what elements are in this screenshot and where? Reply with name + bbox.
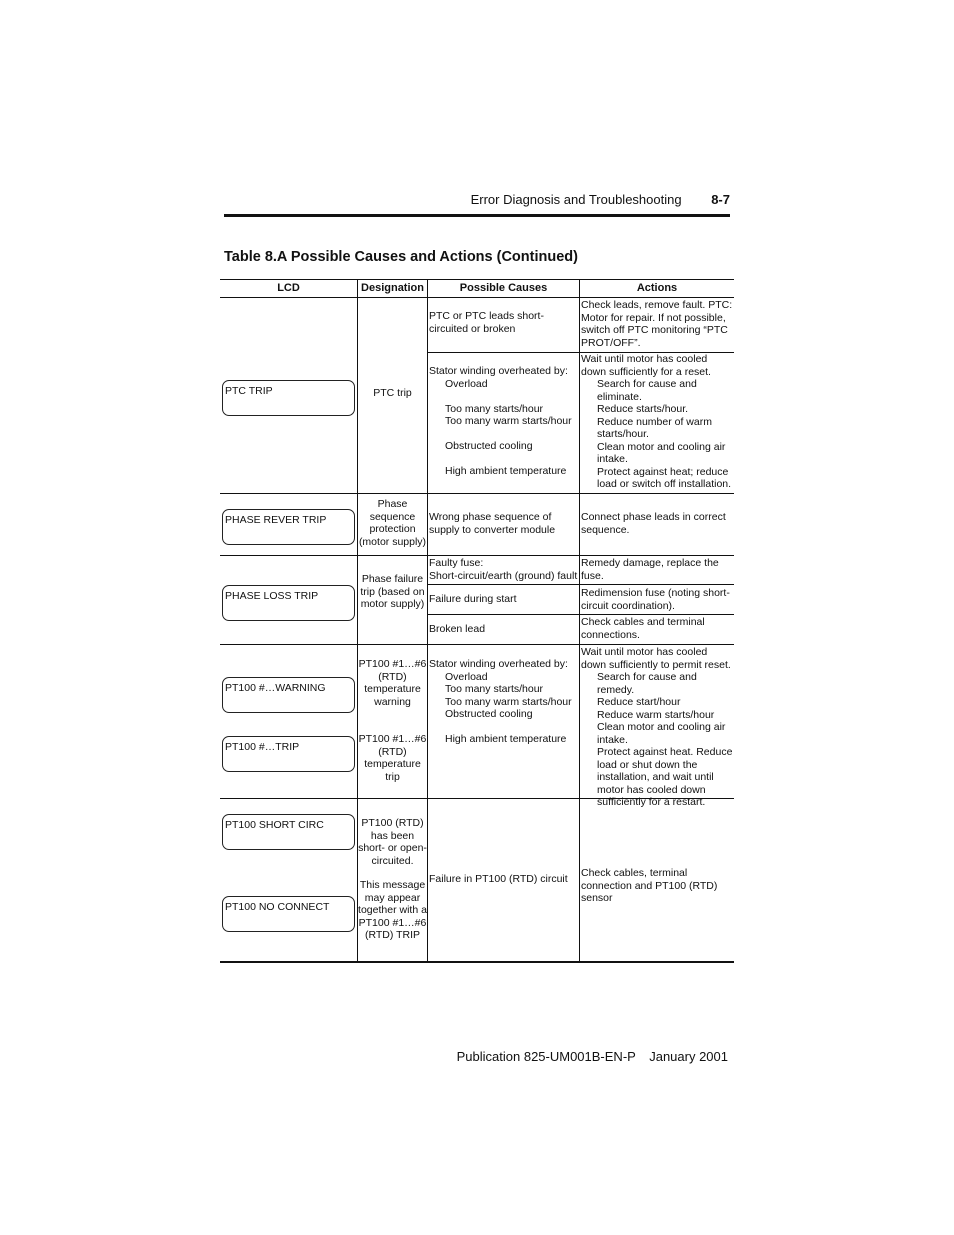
- cause-intro: Stator winding overheated by:: [429, 658, 568, 670]
- causes-actions-table: [220, 279, 734, 963]
- lcd-display-phase-loss-trip: PHASE LOSS TRIP: [222, 585, 355, 621]
- designation-phase-sequence: Phase sequence protection (motor supply): [358, 498, 427, 548]
- cause-stator-overheated-rtd: [429, 658, 578, 746]
- cause-line: Faulty fuse:: [429, 557, 484, 569]
- cause-wrong-phase-sequence: Wrong phase sequence of supply to converter module: [429, 511, 556, 536]
- lcd-display-pt100-warning: PT100 #…WARNING: [222, 677, 355, 713]
- cause-item: Overload: [445, 377, 488, 390]
- cause-faulty-fuse: [429, 557, 578, 582]
- header-rule: [224, 214, 730, 217]
- action-intro: Wait until motor has cooled down sufficiently for a reset.: [581, 353, 711, 378]
- action-check-pt100-sensor: Check cables, terminal connection and PT100 (RTD) sensor: [581, 867, 718, 904]
- table-title: Table 8.A Possible Causes and Actions (Continued): [224, 249, 578, 265]
- cause-item: Too many starts/hour: [445, 402, 544, 415]
- designation-pt100-note: This message may appear together with a PT100 #1…#6 (RTD) TRIP: [358, 879, 427, 941]
- action-item: Reduce warm starts/hour: [597, 708, 715, 721]
- table-top-rule: [220, 279, 734, 280]
- header-section-title: Error Diagnosis and Troubleshooting: [470, 192, 682, 207]
- action-intro: Wait until motor has cooled down sufficiently to permit reset.: [581, 646, 731, 671]
- action-check-cables: Check cables and terminal connections.: [581, 616, 705, 641]
- column-header-designation: Designation: [361, 282, 424, 294]
- column-header-actions: Actions: [636, 282, 678, 294]
- column-header-lcd: LCD: [277, 282, 300, 294]
- designation-phase-failure: Phase failure trip (based on motor supply): [360, 573, 425, 610]
- page-number: 8-7: [711, 192, 730, 207]
- page-footer: [457, 1049, 728, 1064]
- row-divider: [220, 644, 734, 645]
- designation-pt100-trip: PT100 #1…#6 (RTD) temperature trip: [358, 733, 427, 783]
- cause-item: High ambient temperature: [445, 733, 567, 745]
- cause-ptc-leads: PTC or PTC leads short-circuited or broken: [429, 310, 544, 335]
- designation-pt100-warning: PT100 #1…#6 (RTD) temperature warning: [358, 658, 427, 708]
- row-divider: [220, 493, 734, 494]
- action-item: Protect against heat; reduce load or switch off installation.: [597, 465, 732, 490]
- lcd-display-ptc-trip: PTC TRIP: [222, 380, 355, 416]
- running-header: [471, 192, 730, 207]
- designation-pt100-short: PT100 (RTD) has been short- or open-circuited.: [358, 817, 427, 867]
- cause-line: Short-circuit/earth (ground) fault: [429, 569, 578, 582]
- publication-number: Publication 825-UM001B-EN-P: [456, 1049, 636, 1064]
- cause-item: Obstructed cooling: [445, 440, 533, 452]
- action-connect-phase-leads: Connect phase leads in correct sequence.: [581, 511, 726, 536]
- action-item: Clean motor and cooling air intake.: [597, 440, 726, 465]
- row-divider: [428, 614, 734, 615]
- designation-ptc-trip: PTC trip: [373, 387, 412, 399]
- action-replace-fuse: Remedy damage, replace the fuse.: [581, 557, 719, 582]
- action-item: Clean motor and cooling air intake.: [597, 721, 726, 746]
- action-ptc-leads: Check leads, remove fault. PTC: Motor for repair. If not possible, switch off PTC monitoring “PTC PROT/OFF”.: [581, 299, 733, 349]
- cause-item: Too many starts/hour: [445, 683, 544, 695]
- cause-intro: Stator winding overheated by:: [429, 365, 568, 377]
- column-divider: [427, 279, 428, 961]
- lcd-display-pt100-short-circ: PT100 SHORT CIRC: [222, 814, 355, 850]
- cause-stator-overheated: [429, 365, 578, 478]
- column-divider: [579, 279, 580, 961]
- lcd-display-pt100-trip: PT100 #…TRIP: [222, 736, 355, 772]
- cause-failure-during-start: Failure during start: [429, 593, 517, 605]
- row-divider: [220, 555, 734, 556]
- cause-item: Too many warm starts/hour: [445, 695, 572, 708]
- cause-broken-lead: Broken lead: [429, 623, 486, 635]
- action-cool-down: [581, 353, 734, 491]
- action-item: Reduce start/hour: [597, 696, 681, 708]
- action-item: Search for cause and remedy.: [597, 671, 697, 696]
- action-redimension-fuse: Redimension fuse (noting short-circuit coordination).: [581, 587, 730, 612]
- cause-item: Too many warm starts/hour: [445, 415, 572, 427]
- header-bottom-rule: [220, 297, 734, 298]
- cause-item: High ambient temperature: [445, 465, 567, 477]
- action-item: Protect against heat. Reduce load or shut down the installation, and wait until motor has cooled down sufficiently for a restart.: [597, 746, 733, 808]
- row-divider: [428, 584, 734, 585]
- action-item: Reduce number of warm starts/hour.: [597, 415, 712, 440]
- lcd-display-pt100-no-connect: PT100 NO CONNECT: [222, 896, 355, 932]
- cause-item: Obstructed cooling: [445, 708, 533, 720]
- action-item: Search for cause and eliminate.: [597, 378, 697, 403]
- action-item: Reduce starts/hour.: [597, 403, 689, 415]
- column-header-possible-causes: Possible Causes: [459, 282, 548, 294]
- cause-item: Overload: [445, 670, 488, 683]
- publication-date: January 2001: [649, 1049, 728, 1064]
- action-cool-down-rtd: [581, 646, 734, 809]
- table-bottom-rule: [220, 961, 734, 963]
- cause-pt100-circuit-failure: Failure in PT100 (RTD) circuit: [429, 873, 568, 885]
- lcd-display-phase-rever-trip: PHASE REVER TRIP: [222, 509, 355, 545]
